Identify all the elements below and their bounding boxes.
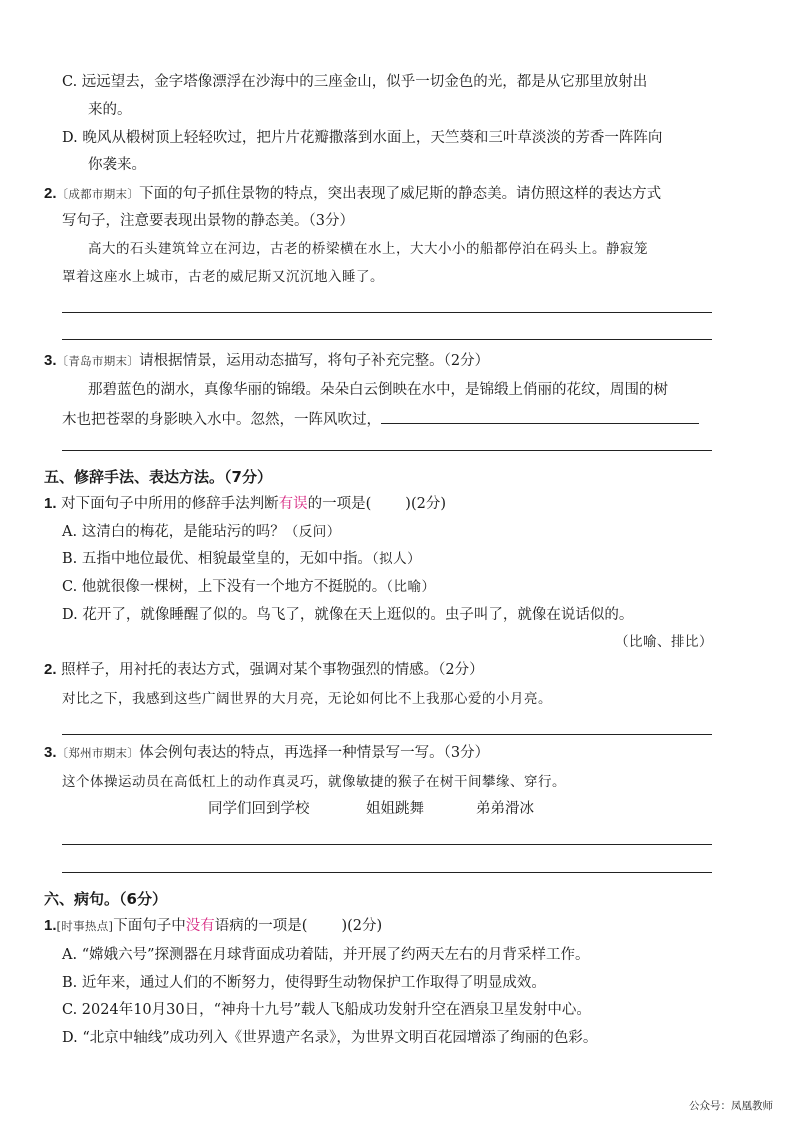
option-note: （反问） [284,524,341,540]
source-tag: [时事热点] [56,919,114,933]
question-2-stem-line2: 写句子，注意要表现出景物的静态美。（3分） [62,213,354,229]
question-number: 3. [44,744,57,761]
scenario-option: 同学们回到学校 [208,801,310,817]
option-note: （拟人） [371,551,422,567]
scenario-option: 姐姐跳舞 [366,801,424,817]
question-text: 体会例句表达的特点，再选择一种情景写一写。（3分） [139,745,490,761]
source-tag: 〔郑州市期末〕 [56,746,140,760]
answer-line[interactable] [62,339,712,340]
sec5-question-1 [44,494,446,514]
answer-line[interactable] [62,844,712,845]
question-number: 3. [44,352,57,369]
example-sentence-line2: 罩着这座水上城市，古老的威尼斯又沉沉地入睡了。 [62,269,384,285]
question-text: 下面的句子抓住景物的特点，突出表现了威尼斯的静态美。请仿照这样的表达方式 [139,186,662,202]
option-c-line1: C. 远远望去，金字塔像漂浮在沙海中的三座金山，似乎一切金色的光，都是从它那里放射出 [62,74,648,90]
fill-blank[interactable] [381,407,699,424]
question-text: 对下面句子中所用的修辞手法判断 [61,496,279,512]
option-a [62,522,341,542]
source-tag: 〔青岛市期末〕 [56,354,140,368]
source-tag: 〔成都市期末〕 [56,187,140,201]
question-text: 照样子，用衬托的表达方式，强调对某个事物强烈的情感。（2分） [61,662,484,678]
option-d-note: （比喻、排比） [615,634,713,650]
question-text: 的一项是( [307,496,372,512]
option-d: D. “北京中轴线”成功列入《世界遗产名录》，为世界文明百花园增添了绚丽的色彩。 [62,1030,598,1046]
question-number: 2. [44,661,57,678]
option-c [62,577,436,597]
answer-line[interactable] [62,312,712,313]
example-sentence-line1: 高大的石头建筑耸立在河边，古老的桥梁横在水上，大大小小的船都停泊在码头上。静寂笼 [88,241,648,257]
option-c-line2: 来的。 [88,102,132,118]
footer-watermark: 公众号：凤凰教师 [689,1100,773,1112]
question-text: 请根据情景，运用动态描写，将句子补充完整。（2分） [139,353,490,369]
sec5-question-3 [44,743,489,763]
sec5-question-2 [44,660,484,680]
answer-line[interactable] [62,872,712,873]
question-text: 语病的一项是( [214,918,308,934]
option-d-line2: 你袭来。 [88,157,146,173]
highlight-text: 没有 [185,918,215,934]
scenario-option: 弟弟滑冰 [476,801,534,817]
passage-line1: 那碧蓝色的湖水，真像华丽的锦缎。朵朵白云倒映在水中，是锦缎上俏丽的花纹，周围的树 [88,382,668,398]
question-number: 2. [44,185,57,202]
section-6-title: 六、病句。（6分） [44,890,167,908]
passage-line2 [62,407,699,430]
option-text: A. 这清白的梅花，是能玷污的吗？ [62,524,285,540]
section-5-title: 五、修辞手法、表达方法。（7分） [44,468,272,486]
option-d: D. 花开了，就像睡醒了似的。鸟飞了，就像在天上逛似的。虫子叫了，就像在说话似的。 [62,607,634,623]
option-text: C. 他就很像一棵树，上下没有一个地方不挺脱的。 [62,579,387,595]
sec6-question-1 [44,916,382,936]
question-text: 下面句子中 [113,918,186,934]
question-2-stem [44,184,661,204]
answer-line[interactable] [62,734,712,735]
answer-line[interactable] [62,450,712,451]
question-number: 1. [44,917,57,934]
option-a: A. “嫦娥六号”探测器在月球背面成功着陆，并开展了约两天左右的月背采样工作。 [62,947,590,963]
passage-text: 木也把苍翠的身影映入水中。忽然，一阵风吹过， [62,412,381,428]
question-number: 1. [44,495,57,512]
example-sentence: 这个体操运动员在高低杠上的动作真灵巧，就像敏捷的猴子在树干间攀缘、穿行。 [62,774,566,790]
score-text: )(2分) [405,496,446,512]
option-text: B. 五指中地位最优、相貌最堂皇的，无如中指。 [62,551,372,567]
option-note: （比喻） [386,579,436,595]
highlight-text: 有误 [278,496,308,512]
score-text: )(2分) [341,918,383,934]
question-3-stem [44,351,489,371]
example-sentence: 对比之下，我感到这些广阔世界的大月亮，无论如何比不上我那心爱的小月亮。 [62,691,552,707]
option-c: C. 2024年10月30日，“神舟十九号”载人飞船成功发射升空在酒泉卫星发射中心。 [62,1002,591,1018]
option-d-line1: D. 晚风从椴树顶上轻轻吹过，把片片花瓣撒落到水面上，天竺葵和三叶草淡淡的芳香一阵阵向 [62,130,663,146]
option-b [62,549,421,569]
option-b: B. 近年来，通过人们的不断努力，使得野生动物保护工作取得了明显成效。 [62,975,546,991]
